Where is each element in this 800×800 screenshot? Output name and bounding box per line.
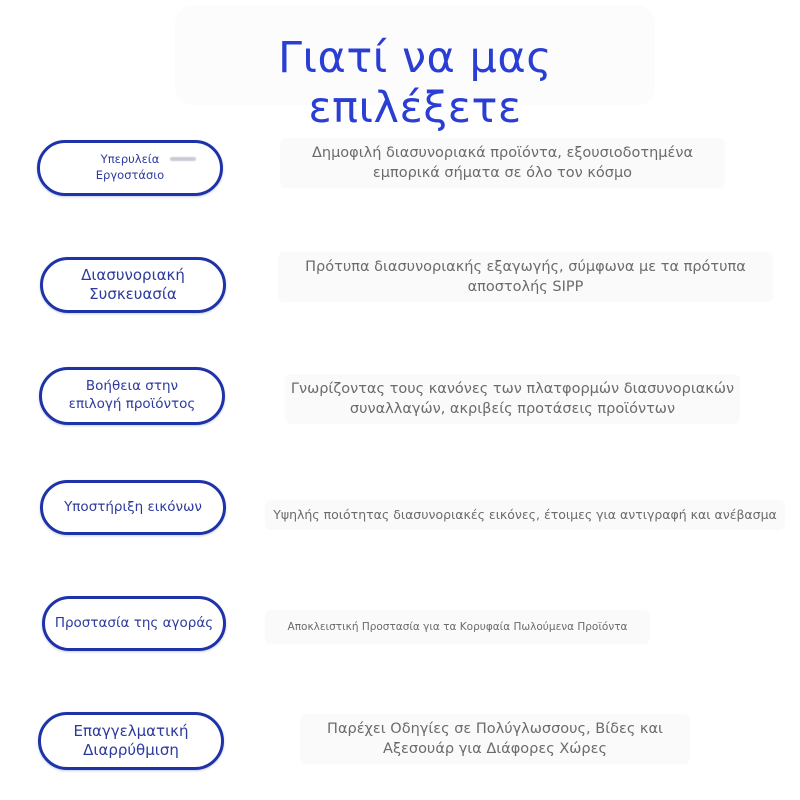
feature-label-line2: επιλογή προϊόντος (68, 396, 196, 412)
feature-pill-product-selection (39, 367, 225, 425)
feature-pill-image-support (40, 480, 226, 535)
feature-label-line1: Βοήθεια στην (85, 378, 179, 395)
description-line1: Υψηλής ποιότητας διασυνοριακές εικόνες, έτοιμες για αντιγραφή και ανέβασμα (273, 507, 777, 523)
description-line1: Παρέχει Οδηγίες σε Πολύγλωσσους, Βίδες και (327, 720, 663, 737)
feature-description-professional-setup (300, 714, 690, 764)
blurred-mark (170, 157, 196, 161)
description-line2: Αξεσουάρ για Διάφορες Χώρες (383, 741, 607, 757)
description-line1: Αποκλειστική Προστασία για τα Κορυφαία Πωλούμενα Προϊόντα (287, 620, 628, 633)
page-title: Γιατί να μας επιλέξετε (278, 33, 552, 133)
feature-label-line2: Διαρρύθμιση (83, 741, 179, 759)
feature-label-line1: Υποστήριξη εικόνων (64, 499, 202, 516)
description-line1: Πρότυπα διασυνοριακής εξαγωγής, σύμφωνα με τα πρότυπα (305, 258, 746, 275)
description-line2: αποστολής SIPP (467, 279, 584, 295)
description-line2: εμπορικά σήματα σε όλο τον κόσμο (372, 165, 633, 181)
feature-label-line1: Διασυνοριακή (81, 266, 185, 285)
description-line2: συναλλαγών, ακριβείς προτάσεις προϊόντων (349, 401, 676, 417)
feature-label-line2: Εργοστάσιο (95, 168, 165, 182)
feature-pill-professional-setup (38, 712, 224, 770)
feature-label-line2: Συσκευασία (89, 285, 177, 303)
feature-description-image-support (265, 500, 785, 530)
title-banner (175, 5, 655, 133)
feature-pill-packaging (40, 257, 226, 313)
feature-description-factory (280, 138, 725, 188)
feature-pill-market-protection (42, 596, 226, 651)
feature-label-line1: Προστασία της αγοράς (54, 615, 214, 632)
feature-description-product-selection (285, 374, 740, 424)
description-line1: Δημοφιλή διασυνοριακά προϊόντα, εξουσιοδοτημένα (311, 144, 694, 161)
feature-description-packaging (278, 252, 773, 302)
feature-pill-factory (37, 140, 223, 196)
feature-label-line1: Υπερυλεία (100, 152, 160, 167)
feature-description-market-protection (265, 610, 650, 644)
feature-label-line1: Επαγγελματική (73, 722, 189, 741)
description-line1: Γνωρίζοντας τους κανόνες των πλατφορμών διασυνοριακών (290, 380, 735, 397)
